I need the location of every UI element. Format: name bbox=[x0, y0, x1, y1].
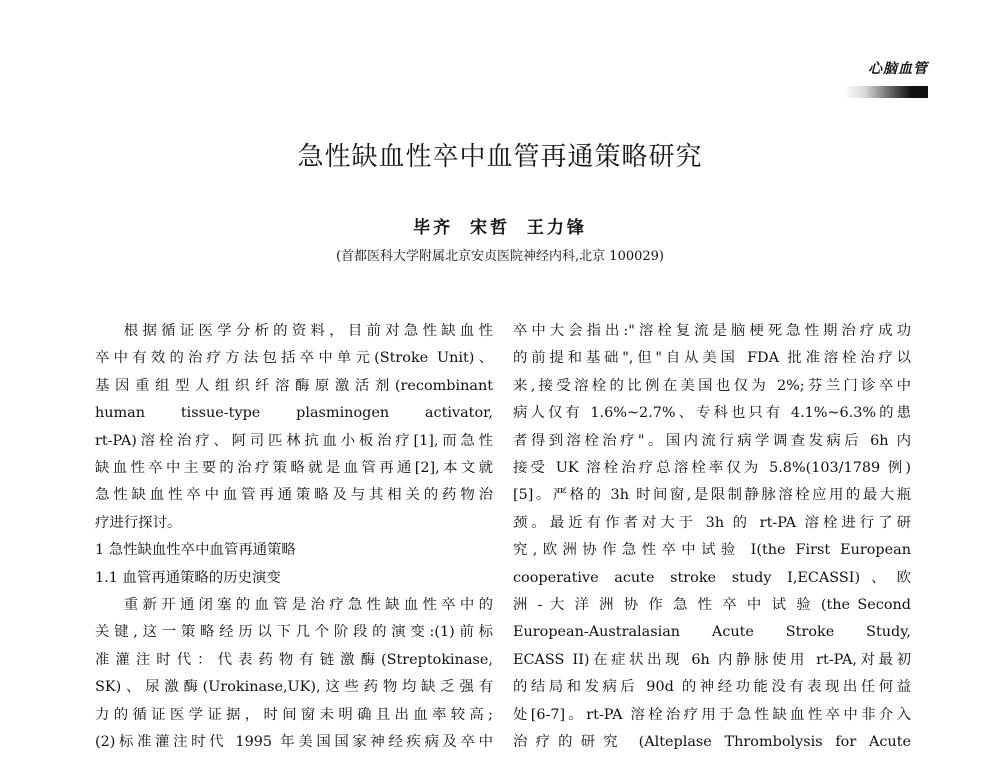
article-title: 急性缺血性卒中血管再通策略研究 bbox=[297, 142, 703, 172]
text-line: European-Australasian Acute Stroke Study, bbox=[513, 624, 911, 641]
text-line: 疗进行探讨。 bbox=[95, 514, 182, 531]
text-line: 卒中大会指出:"溶栓复流是脑梗死急性期治疗成功 bbox=[513, 323, 911, 339]
text-line: 处[6-7]。rt-PA 溶栓治疗用于急性缺血性卒中非介入 bbox=[513, 706, 911, 723]
subsection-heading: 1.1 血管再通策略的历史演变 bbox=[95, 569, 281, 586]
text-line: 治疗的研究 (Alteplase Thrombolysis for Acute bbox=[513, 734, 911, 751]
section-tag-bar bbox=[844, 86, 928, 98]
article-authors: 毕齐 宋哲 王力锋 bbox=[413, 218, 587, 238]
body-column-left bbox=[95, 318, 493, 760]
section-tag: 心脑血管 bbox=[868, 61, 928, 77]
text-line: 缺血性卒中主要的治疗策略就是血管再通[2],本文就 bbox=[95, 460, 493, 477]
text-line: 重新开通闭塞的血管是治疗急性缺血性卒中的 bbox=[123, 597, 493, 614]
text-line: 究,欧洲协作急性卒中试验 I(the First European bbox=[513, 542, 911, 559]
text-line: human tissue-type plasminogen activator, bbox=[95, 405, 493, 422]
text-line: 的结局和发病后 90d 的神经功能没有表现出任何益 bbox=[513, 679, 911, 696]
text-line: 准灌注时代：代表药物有链激酶(Streptokinase, bbox=[95, 651, 493, 668]
text-line: (2)标准灌注时代 1995 年美国国家神经疾病及卒中 bbox=[95, 734, 493, 751]
text-line: 洲 - 大 洋 洲 协 作 急 性 卒 中 试 验 (the Second bbox=[513, 597, 911, 614]
section-heading: 1 急性缺血性卒中血管再通策略 bbox=[95, 542, 296, 559]
text-line: cooperative acute stroke study I,ECASSI)、欧 bbox=[513, 569, 911, 586]
text-line: 根据循证医学分析的资料，目前对急性缺血性 bbox=[123, 323, 493, 339]
text-line: 颈。最近有作者对大于 3h 的 rt-PA 溶栓进行了研 bbox=[513, 514, 911, 531]
article-affiliation: (首都医科大学附属北京安贞医院神经内科,北京 100029) bbox=[335, 249, 665, 264]
text-line: 急性缺血性卒中血管再通策略及与其相关的药物治 bbox=[95, 487, 493, 504]
text-line: 病人仅有 1.6%~2.7%、专科也只有 4.1%~6.3%的患 bbox=[513, 405, 911, 422]
text-line: 卒中有效的治疗方法包括卒中单元(Stroke Unit)、 bbox=[95, 350, 493, 367]
text-line: ECASS II)在症状出现 6h 内静脉使用 rt-PA,对最初 bbox=[513, 651, 911, 668]
text-line: rt-PA)溶栓治疗、阿司匹林抗血小板治疗[1],而急性 bbox=[95, 432, 493, 449]
text-line: 来,接受溶栓的比例在美国也仅为 2%;芬兰门诊卒中 bbox=[513, 377, 911, 394]
text-line: 的前提和基础",但"自从美国 FDA 批准溶栓治疗以 bbox=[513, 350, 911, 367]
body-column-right bbox=[513, 318, 911, 760]
text-line: 关键,这一策略经历以下几个阶段的演变:(1)前标 bbox=[95, 624, 493, 641]
text-line: 接受 UK 溶栓治疗总溶栓率仅为 5.8%(103/1789 例) bbox=[513, 460, 911, 477]
text-line: SK)、尿激酶(Urokinase,UK),这些药物均缺乏强有 bbox=[95, 679, 493, 696]
text-line: 力的循证医学证据，时间窗未明确且出血率较高; bbox=[95, 706, 493, 723]
text-line: [5]。严格的 3h 时间窗,是限制静脉溶栓应用的最大瓶 bbox=[513, 487, 911, 504]
text-line: 者得到溶栓治疗"。国内流行病学调查发病后 6h 内 bbox=[513, 432, 911, 449]
text-line: 基因重组型人组织纤溶酶原激活剂(recombinant bbox=[95, 377, 493, 394]
